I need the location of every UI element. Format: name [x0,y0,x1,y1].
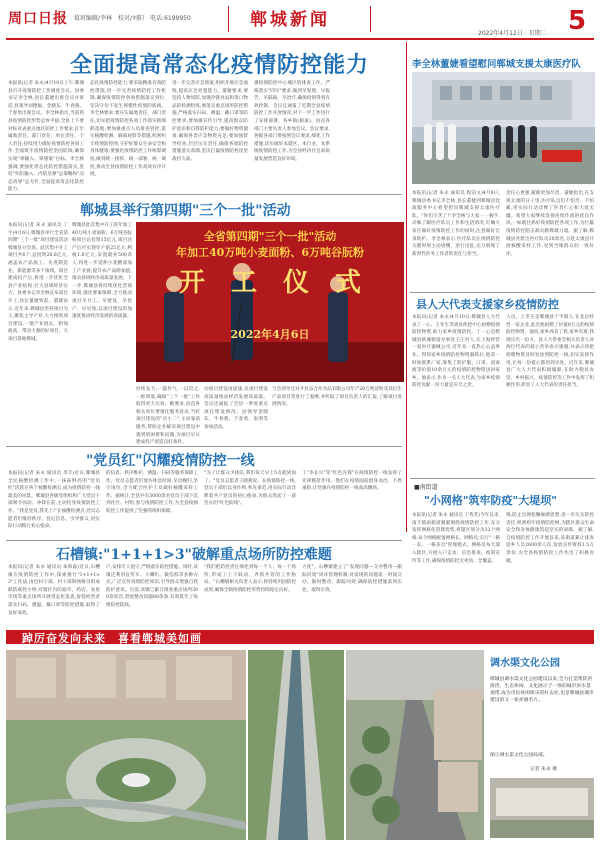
party-col3: "为了让群众少排队,我们每天早上5点就到岗了。"党员志愿者王晓燕说。在疫情防控一线,党员干部们以身作则,率先垂范,用实际行动诠释着共产党员的初心使命,为群众筑起了一道坚实的"红色防线"。 [204,471,296,507]
banner-date: 2022年4月6日 [230,328,310,341]
divider-right-2 [410,478,595,479]
party-col1: 本报讯(记者 朱永 通讯员 李丰)近日,郸城县全民核酸检测工作中,一抹抹鲜亮的"党员红"活跃在各个核酸检测点,成为疫情防控一线最美的风景。郸城县各级党组织和广大党员干部闻令而动、冲锋在前,主动投身疫情防控工作。"我是党员,我先上!"在核酸检测点,党员志愿者们维持秩序、登记信息、引导群众,用实际行动践行初心使命。 [8,471,100,530]
lead-col2: 态化疫情防控能力,要采取精准有效防控措施,进一步完善疫情防控工作机制,确保疫情防控各项措施落实到位,坚决守住不发生规模性疫情的底线。李全林要求,要压实属地责任、部门责任,切实把疫情防控各项工作抓实抓细抓落地;要加强重点人员排查管控,落实核酸检测、隔离观察等措施,织密织牢疫情防控网,守护好群众生命安全和身体健康;要强化疫情防控工作统筹调度,做到统一指挥、统一部署、统一调度,推动全县疫情防控工作高效有序开展。 [90,81,166,178]
lead-col3: 进一步完善应急预案,组织开展应急演练,提高应急处置能力。董婕要求,要坚持人物同防,加强冷链食品和进口物品的检测检疫;要落实重点场所防控措施,严格落实扫码、测温、戴口罩等防控要求;要加强宣传引导,提高群众防护意识和自我防护能力;要做好物资储备,确保各类应急物资充足;要加强督导检查,层层压实责任,确保各项防控措施落实落细,坚决打赢疫情防控攻坚战持久战。 [172,81,248,162]
right-mid-headline: 县人大代表支援家乡疫情防控 [416,298,559,311]
party-col4: 丁"李长兴"等"红色先锋"在疫情防控一线发挥了先锋模范作用。他们在疫情面前挺身而出、不畏艰险,让党旗在疫情防控一线高高飘扬。 [302,471,402,492]
feature-caption-2: 图①调水渠文化公园局部。 [490,753,548,758]
street-photo [346,650,484,840]
column-divider [406,42,407,532]
grid-kicker: ■南街道 [414,484,438,491]
park-aerial-photo [6,650,246,840]
divider-right-1 [410,292,595,293]
masthead [0,0,600,40]
photo-credit: 记者 朱永 摄 [530,767,558,772]
party-col2: 的信息、秩序维护、测温、扫码等服务保障工作。党员志愿者们放弃休息时间,早出晚归,坚守岗位,全力配合医护人员做好核酸采样工作。据统计,全县共有3000余名党员干部下沉到社区、村组,参与疫情防控工作,为全县疫情防控工作提供了坚强的组织保障。 [106,471,198,514]
grid-col2: 惕,防止出现松懈麻痹思想,进一步压实防控责任,织密织牢疫情防控网,为辖区群众生命安全和身体健康筑起坚实的屏障。据了解,自疫情防控工作开展以来,该街道累计排查返乡人员2600余人次,发放宣传资料1.5万余份,为全县疫情防控工作作出了积极贡献。 [506,513,594,564]
divider-1 [6,194,402,195]
feature-banner-title: 踔厉奋发向未来 喜看郸城美如画 [22,632,202,645]
feature-banner [0,628,600,646]
middle-col5: 与会领导还对开封奋合作食品有限公司年产20万吨淀粉及其衍生产品项目等进行了观摩,并听取了项目负责人的汇报,了解项目进展情况。 [272,387,402,408]
newspaper-logo: 周口日报 [8,11,68,27]
shiqiao-col2: 户,安排专人值守,严格落实防控措施。同时,该镇还利用宣传车、大喇叭、微信群等多种方式,广泛宣传疫情防控知识,引导群众增强自我防护意识。目前,该镇已累计排查重点场所300余家次,督促整改问题80余条,有效筑牢了疫情防控防线。 [106,565,198,608]
middle-col2: 郸城县此次集中开工的年加工40万吨小麦面粉、6万吨谷朊粉项目总投资15亿元,项目达产后可实现年产值25亿元,利税1.8亿元,安置就业500余人,将进一步延伸小麦精深加工产业链,提升农产品附加值,推动县域经济高质量发展。下一步,郸城县将持续优化营商环境,强化要素保障,全力推动项目早开工、早建设、早投产、早见效,以项目建设的加速度推动经济发展的高质量。 [72,223,132,320]
grid-col1: 本报讯(记者 朱永 通讯员 丁秀芳)今年以来,南丰镇南街道紧紧围绕疫情防控工作,充分发挥网格化管理优势,将辖区划分为32个网格,每个网格配备网格长、网格员,实行"一格一长、一格多员"管理模式。网格员每天深入辖区,开展入户走访、信息排查、政策宣传等工作,确保疫情防控无死角、全覆盖。 [412,513,500,564]
middle-col3: 持续发力,一鼓作气,一以贯之,一抓到底,确保"三个一批"工作取得更大实效。她要求,县直各相关单位要强化服务意识,当好项目建设的"店小二",主动靠前服务,帮助企业解决项目建设中遇到的困难和问题,为项目早日建成投产创造良好条件。 [136,387,200,446]
editor-info: 值班编辑/李林 校对/刘阳 电话:6199950 [74,15,191,22]
masthead-rule [6,38,594,40]
right-top-headline: 李全林董婕看望慰问郸城支援太康医疗队 [412,59,581,70]
right-mid-col2: 人员。王冬生是郸城县宁平镇人,在北京经营一家企业,此次他捐赠了价值8万元的疫情防控物资。他说,家乡养育了我,家乡有难,我理应出一份力。县人大常委会相关负责人对两位代表的爱心善举表示感谢,并表示将把捐赠物资及时发放到防控一线,切实发挥作用,让每一份爱心都用到实处。近年来,郸城县广大人大代表积极履职,在助力脱贫攻坚、乡村振兴、疫情防控等工作中发挥了积极作用,彰显了人大代表的责任担当。 [506,315,594,389]
middle-col4: 动项目建设再提速,以项目建设高质量推动经济发展高质量。会议还通报了全县一季度重点项目建设情况。县领导金晓东、牛春燕、于春勇、张明等参加活动。 [204,387,268,430]
ceremony-photo [136,222,404,382]
section-divider-left [228,6,229,32]
middle-col1: 本报讯(记者 朱永 通讯员 丁宇)4月6日,郸城县举行全省第四期"三个一批"项目建设活动郸城县分会场。此次集中开工项目共6个,总投资28.6亿元,涵盖农产品加工、先进制造业、新能源等多个领域。项目建成投产后,将进一步优化全县产业结构,壮大县域经济实力。县委书记李全林宣布项目开工,县长董婕致辞。董婕表示,近年来,郸城县坚持项目为王,聚焦主导产业,大力推进项目建设,一批产业链长、附加值高、带动力强的好项目、大项目落地郸城。 [8,223,68,342]
shiqiao-headline: 石槽镇:"1+1+1>3"破解重点场所防控难题 [56,547,332,563]
banner-line-1: 全省第四期"三个一批"活动 [203,230,337,243]
banner-line-2: 年加工40万吨小麦面粉、6万吨谷朊粉 [176,246,364,259]
shiqiao-col1: 本报讯(记者 朱永 通讯员 朱和淼)近日,石槽镇在疫情防控工作中,探索推行"1+1+1>3"工作法,由包村干部、村干部和网格员组成联防联控小组,对辖区内的超市、药店、农贸市场等重点场所开展常态化巡查,督促经营者落实扫码、测温、戴口罩等防控措施,取得了良好成效。 [8,565,100,616]
feature-sidebar [490,654,594,840]
feature-caption: 郸城县调水渠文化公园建设以来,全力打造集防洪排涝、生态休闲、文化展示于一体的城市滨水景观带,成为市民休闲娱乐的好去处,也是郸城县城市建设的又一张亮丽名片。 [490,677,594,703]
middle-headline: 郸城县举行第四期"三个一批"活动 [80,203,291,219]
section-divider-right [370,6,371,32]
medical-team-photo [412,72,595,184]
shiqiao-col4: 力度"。石槽镇建立了"发现问题—交办整改—跟踪问效"闭环管理机制,对发现的问题第一时间交办、限时整改、跟踪问效,确保防控措施落到实处、取得实效。 [302,565,402,593]
feature-title: 调水渠文化公园 [490,658,560,669]
lead-headline: 全面提高常态化疫情防控能力 [70,52,370,78]
page-number: 5 [568,6,587,36]
section-title: 郸城新闻 [250,10,330,30]
canal-photo [248,650,344,840]
right-top-col1: 本报讯(记者 朱永 通讯员 程洁文)4月8日,郸城县委书记李全林,县长董婕到郸城县党政服务中心看望慰问郸城支援太康医疗队。"你们辛苦了!"李全林与大家一一握手,详细了解医疗队员工作和生活情况,叮嘱大家在做好疫情防控工作的同时,注意做好自身防护。李全林表示,医疗队员在疫情防控关键时刻主动请缨、逆行出征,充分展现了新时代医务工作者的责任与担当。 [412,191,500,257]
divider-2 [6,446,402,447]
park-detail-photo [490,778,594,838]
shiqiao-col3: "我们把防控责任细化到每一个人、每一个场所,形成了上下联动、齐抓共管的工作格局。"石槽镇相关负责人表示,将持续巩固防控成果,确保全镇疫情防控形势持续稳定向好。 [204,565,296,593]
grid-headline: "小网格"筑牢防疫"大堤坝" [424,494,557,507]
party-headline: "党员红"闪耀疫情防控一线 [86,453,255,469]
issue-date: 2022年4月12日 星期二 [478,30,547,37]
banner-line-3: 开 工 仪 式 [178,268,361,298]
lead-col4: 强疫情防控中心城区的排查工作。严格落实"四早"要求,做到早发现、早报告、早隔离、早治疗,确保疫情得到有效控制。会议还通报了近期全县疫情防控工作开展情况,对下一步工作进行了安排部署。各乡镇(街道)、县直各部门主要负责人参加会议。会议要求,各级各部门要按照会议要求,细化工作措施,切实做好本辖区、本行业、本系统疫情防控工作,为全县经济社会高质量发展营造良好环境。 [254,81,330,162]
lead-col1: 本报讯(记者 朱永)4月10日上午,郸城县召开疫情防控工作调度会议。县委书记李全林,县长董婕出席会议并讲话,县领导刘德福、金晓东、牛春燕、于春勇出席会议。李全林指出,当前我县疫情防控形势总体平稳,全县上下要对标对表重点地区防控工作要求,扛牢属地责任、部门责任、单位责任、个人责任,持续用力做好疫情防控各项工作,全面筑牢疫情防控坚固防线,确保实现"零输入、零感染"目标。李全林强调,要强化常态化防控措施落实,坚持"外防输入、内防反弹"总策略和"动态清零"总方针,全面提高常态化防控能力。 [8,81,84,193]
right-top-col2: 责任心更强,履职更加尽责。董婕指出,在支援太康的日子里,医疗队员们不怕苦、不怕累,用实际行动诠释了医者仁心和大爱无疆。希望大家继续发扬连续作战的优良作风,一如既往抓好疫情防控各项工作,为打赢疫情防控阻击战贡献郸城力量。据了解,郸城县共派出医疗队员30余名,分赴太康县开展核酸采样工作,受到当地群众的一致好评。 [506,191,594,257]
right-mid-col1: 本报讯(记者 朱永)4月10日,郸城县人大代表丁一心、王冬生等到县疾控中心捐赠疫情防控物资,助力家乡疫情防控。丁一心是郸城县新城街道办事处王庄村人,在上海经营一家医疗器械公司,近年来一直热心公益事业。得知家乡疫情防控物资紧缺后,他第一时间联系厂家,筹集了防护服、口罩、消毒液等价值10余万元的疫情防控物资送回家乡。他表示,作为一名人大代表,为家乡疫情防控贡献一份力量是应尽之责。 [412,315,500,389]
divider-3 [6,540,402,541]
